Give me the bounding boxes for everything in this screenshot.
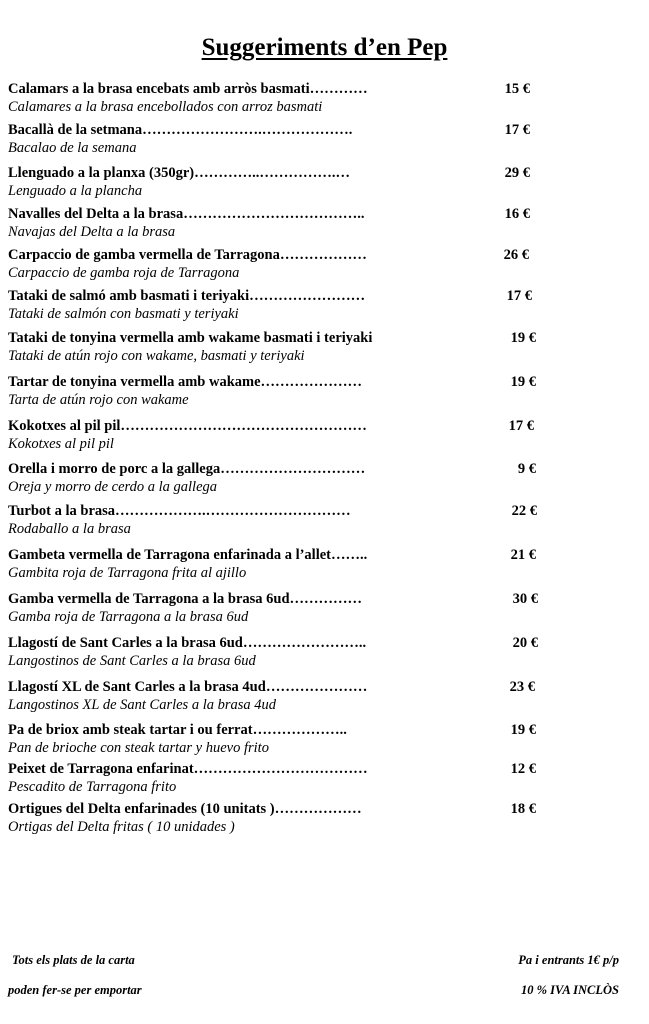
menu-item	[8, 121, 648, 157]
item-price: 16 €	[504, 206, 530, 222]
item-name: Peixet de Tarragona enfarinat………………………………	[8, 761, 368, 777]
item-name: Tataki de tonyina vermella amb wakame basmati i teriyaki	[8, 330, 373, 346]
item-translation: Lenguado a la plancha	[8, 183, 143, 199]
item-translation: Langostinos de Sant Carles a la brasa 6ud	[8, 653, 256, 669]
menu-item	[8, 590, 648, 626]
menu-item	[8, 678, 648, 714]
item-translation: Rodaballo a la brasa	[8, 521, 131, 537]
menu-item	[8, 502, 648, 538]
item-translation: Bacalao de la semana	[8, 140, 137, 156]
item-price: 22 €	[511, 503, 537, 519]
item-name: Gambeta vermella de Tarragona enfarinada a l’allet……..	[8, 547, 368, 563]
item-name: Orella i morro de porc a la gallega…………………………	[8, 461, 366, 477]
item-name: Tartar de tonyina vermella amb wakame…………………	[8, 374, 363, 390]
item-name: Navalles del Delta a la brasa………………………………..	[8, 206, 365, 222]
price-note	[518, 945, 619, 1005]
item-price: 9 €	[517, 461, 536, 477]
takeaway-note-line2: poden fer-se per emportar	[8, 983, 142, 997]
item-name: Carpaccio de gamba vermella de Tarragona………………	[8, 247, 367, 263]
item-price: 21 €	[510, 547, 536, 563]
item-name: Calamars a la brasa encebats amb arròs basmati…………	[8, 81, 368, 97]
menu-item	[8, 287, 648, 323]
menu-item	[8, 205, 648, 241]
item-price: 17 €	[504, 122, 530, 138]
menu-item	[8, 760, 648, 796]
menu-item	[8, 329, 648, 365]
bread-starters-note: Pa i entrants 1€ p/p	[518, 953, 619, 967]
item-name: Tataki de salmó amb basmati i teriyaki……………………	[8, 288, 366, 304]
item-price: 26 €	[503, 247, 529, 263]
menu-item	[8, 164, 648, 200]
item-translation: Pan de brioche con steak tartar y huevo frito	[8, 740, 269, 756]
item-price: 23 €	[509, 679, 535, 695]
menu-items-list	[8, 80, 648, 835]
item-price: 19 €	[510, 722, 536, 738]
takeaway-note-line1: Tots els plats de la carta	[12, 953, 135, 967]
item-translation: Tataki de atún rojo con wakame, basmati y teriyaki	[8, 348, 305, 364]
item-name: Llagostí de Sant Carles a la brasa 6ud……………………..	[8, 635, 367, 651]
item-name: Pa de briox amb steak tartar i ou ferrat………………..	[8, 722, 347, 738]
item-price: 18 €	[510, 801, 536, 817]
item-translation: Gamba roja de Tarragona a la brasa 6ud	[8, 609, 249, 625]
item-price: 15 €	[504, 81, 530, 97]
menu-item	[8, 634, 648, 670]
menu-item	[8, 460, 648, 496]
item-name: Bacallà de la setmana…………………….……………….	[8, 122, 353, 138]
item-name: Llagostí XL de Sant Carles a la brasa 4ud…………………	[8, 679, 368, 695]
menu-item	[8, 800, 648, 836]
item-price: 17 €	[508, 418, 534, 434]
item-price: 29 €	[504, 165, 530, 181]
item-translation: Tarta de atún rojo con wakame	[8, 392, 189, 408]
item-name: Gamba vermella de Tarragona a la brasa 6ud……………	[8, 591, 363, 607]
item-translation: Calamares a la brasa encebollados con arroz basmati	[8, 99, 323, 115]
item-price: 20 €	[512, 635, 538, 651]
item-translation: Carpaccio de gamba roja de Tarragona	[8, 265, 240, 281]
item-translation: Navajas del Delta a la brasa	[8, 224, 176, 240]
menu-item	[8, 417, 648, 453]
item-translation: Pescadito de Tarragona frito	[8, 779, 177, 795]
item-price: 17 €	[506, 288, 532, 304]
menu-item	[8, 546, 648, 582]
item-translation: Langostinos XL de Sant Carles a la brasa 4ud	[8, 697, 277, 713]
item-translation: Kokotxes al pil pil	[8, 436, 114, 452]
vat-note: 10 % IVA INCLÒS	[520, 983, 619, 997]
item-price: 19 €	[510, 330, 536, 346]
item-price: 12 €	[510, 761, 536, 777]
menu-item	[8, 721, 648, 757]
item-name: Kokotxes al pil pil……………………………………………	[8, 418, 367, 434]
takeaway-note	[8, 945, 142, 1005]
item-name: Llenguado a la planxa (350gr)…………..…………….…	[8, 165, 350, 181]
item-translation: Ortigas del Delta fritas ( 10 unidades )	[8, 819, 235, 835]
item-translation: Tataki de salmón con basmati y teriyaki	[8, 306, 239, 322]
item-name: Ortigues del Delta enfarinades (10 unitats )………………	[8, 801, 362, 817]
menu-item	[8, 80, 648, 116]
item-price: 19 €	[510, 374, 536, 390]
menu-item	[8, 373, 648, 409]
item-translation: Gambita roja de Tarragona frita al ajillo	[8, 565, 247, 581]
item-translation: Oreja y morro de cerdo a la gallega	[8, 479, 218, 495]
item-price: 30 €	[512, 591, 538, 607]
menu-item	[8, 246, 648, 282]
menu-title: Suggeriments d’en Pep	[201, 34, 448, 61]
item-name: Turbot a la brasa……………….…………………………	[8, 503, 351, 519]
